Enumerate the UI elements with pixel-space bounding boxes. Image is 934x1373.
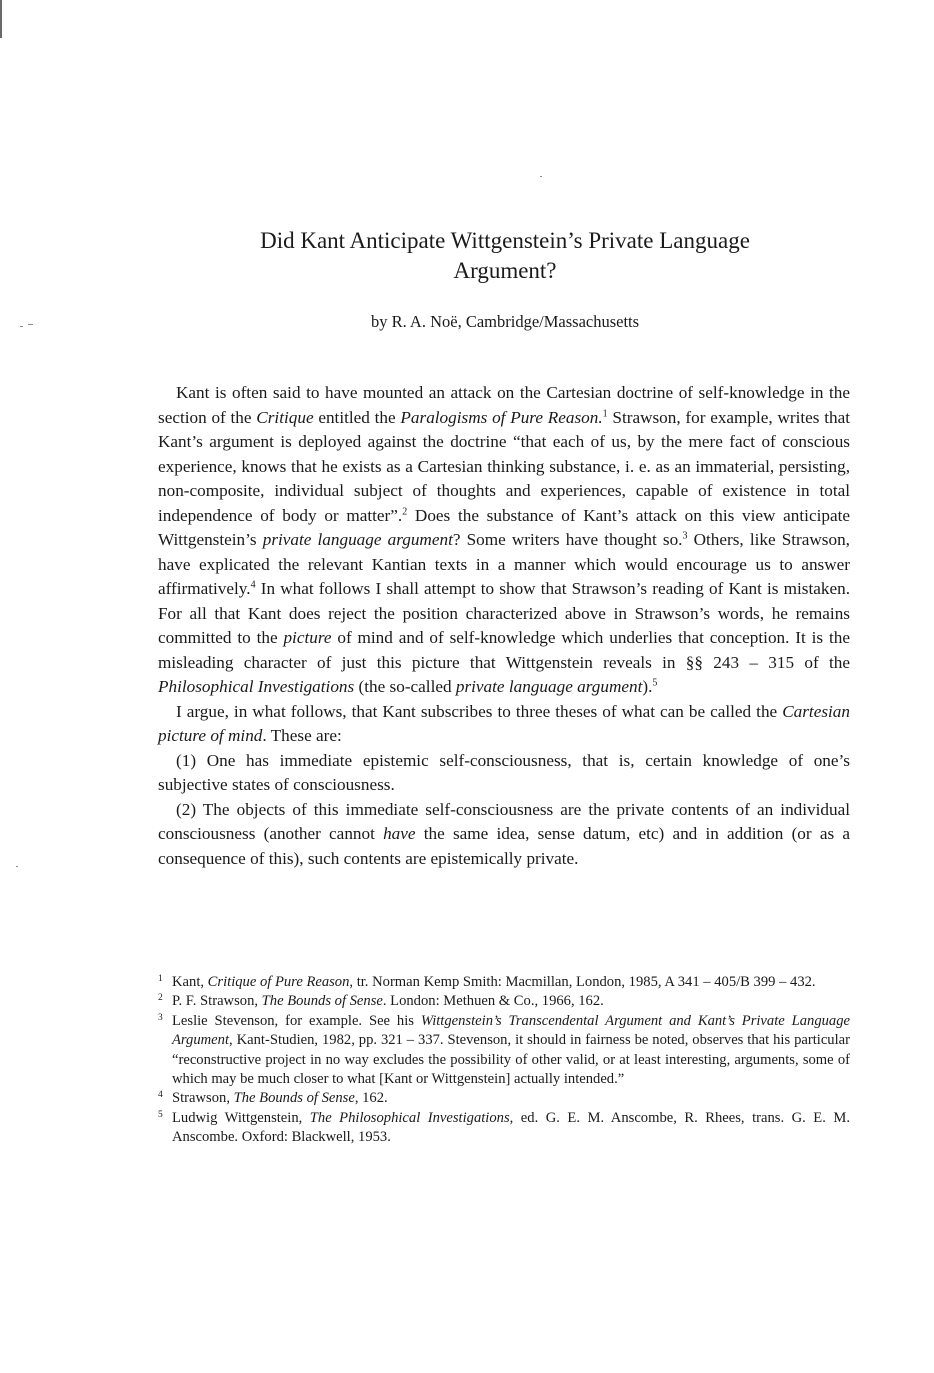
footnote-ref: 4 <box>250 579 256 591</box>
article-body <box>158 381 850 871</box>
article-title <box>150 226 860 286</box>
body-paragraph: I argue, in what follows, that Kant subscribes to three theses of what can be called the Cartesian picture of mind. These are: <box>158 701 850 745</box>
footnote-ref: 2 <box>402 505 408 517</box>
scan-edge-rule <box>0 0 2 38</box>
footnotes <box>158 973 850 1148</box>
body-paragraph: Kant is often said to have mounted an attack on the Cartesian doctrine of self-knowledge in the section of the Critique entitled the Paralogisms of Pure Reason.$^1$ Strawson, for example, writes that Kant’s argument is deployed against the doctrine “that each of us, by the mere fact of conscious experience, knows that he exists as a Cartesian thinking substance, i. e. as an immaterial, persisting, non-composite, individual subject of thoughts and experiences, capable of existence in total independence of body or matter”.$^2$ Does the substance of Kant’s attack on this view anticipate Wittgenstein’s private language argument? Some writers have thought so.$^3$ Others, like Strawson, have explicated the relevant Kantian texts in a manner which would encourage us to answer affirmatively.$^4$ In what follows I shall attempt to show that Strawson’s reading of Kant is mistaken. For all that Kant does reject the position characterized above in Strawson’s words, he remains committed to the picture of mind and of self-knowledge which underlies that conception. It is the misleading character of just this picture that Wittgenstein reveals in §§ 243 – 315 of the Philosophical Investigations (the so-called private language argument).$^5$ <box>158 383 851 696</box>
footnote-number: 2 <box>158 993 163 1004</box>
thesis-2: (2) The objects of this immediate self-consciousness are the private contents of an individual consciousness (another cannot have the same idea, sense datum, etc) and in addition (or as a consequence of this), such contents are epistemically private. <box>158 799 850 868</box>
footnote-ref: 5 <box>652 677 658 689</box>
thesis-1: (1) One has immediate epistemic self-consciousness, that is, certain knowledge of one’s subjective states of consciousness. <box>158 750 850 794</box>
footnote-number: 3 <box>158 1012 163 1023</box>
scan-speck <box>16 866 18 867</box>
footnote: 4 Strawson, The Bounds of Sense, 162. <box>158 1089 850 1108</box>
footnote: 2 P. F. Strawson, The Bounds of Sense. London: Methuen & Co., 1966, 162. <box>158 992 850 1011</box>
scan-speck <box>20 326 23 327</box>
footnote-ref: 3 <box>682 530 688 542</box>
author-byline: by R. A. Noë, Cambridge/Massachusetts <box>370 312 640 331</box>
footnote-ref: 1 <box>602 407 608 419</box>
footnote: 5 Ludwig Wittgenstein, The Philosophical Investigations, ed. G. E. M. Anscombe, R. Rhees, trans. G. E. M. Anscombe. Oxford: Blackwell, 1953. <box>158 1109 850 1148</box>
footnote-number: 5 <box>158 1109 163 1120</box>
footnote-number: 1 <box>158 974 163 984</box>
scan-speck <box>540 176 542 177</box>
footnote: 1 Kant, Critique of Pure Reason, tr. Norman Kemp Smith: Macmillan, London, 1985, A 341 – 405/B 399 – 432. <box>158 973 850 992</box>
footnote: 3 Leslie Stevenson, for example. See his Wittgenstein’s Transcendental Argument and Kant’s Private Language Argument, Kant-Studien, 1982, pp. 321 – 337. Stevenson, it should in fairness be noted, observes that his particular “reconstructive project in no way excludes the possibility of other valid, or at least interesting, arguments, some of which may be much closer to what [Kant or Wittgenstein] actually intended.” <box>158 1012 850 1090</box>
footnote-number: 4 <box>158 1090 163 1101</box>
article-title-line1: Did Kant Anticipate Wittgenstein’s Private Language <box>260 228 750 253</box>
article-title-line2: Argument? <box>453 258 557 283</box>
scan-speck <box>28 324 33 325</box>
